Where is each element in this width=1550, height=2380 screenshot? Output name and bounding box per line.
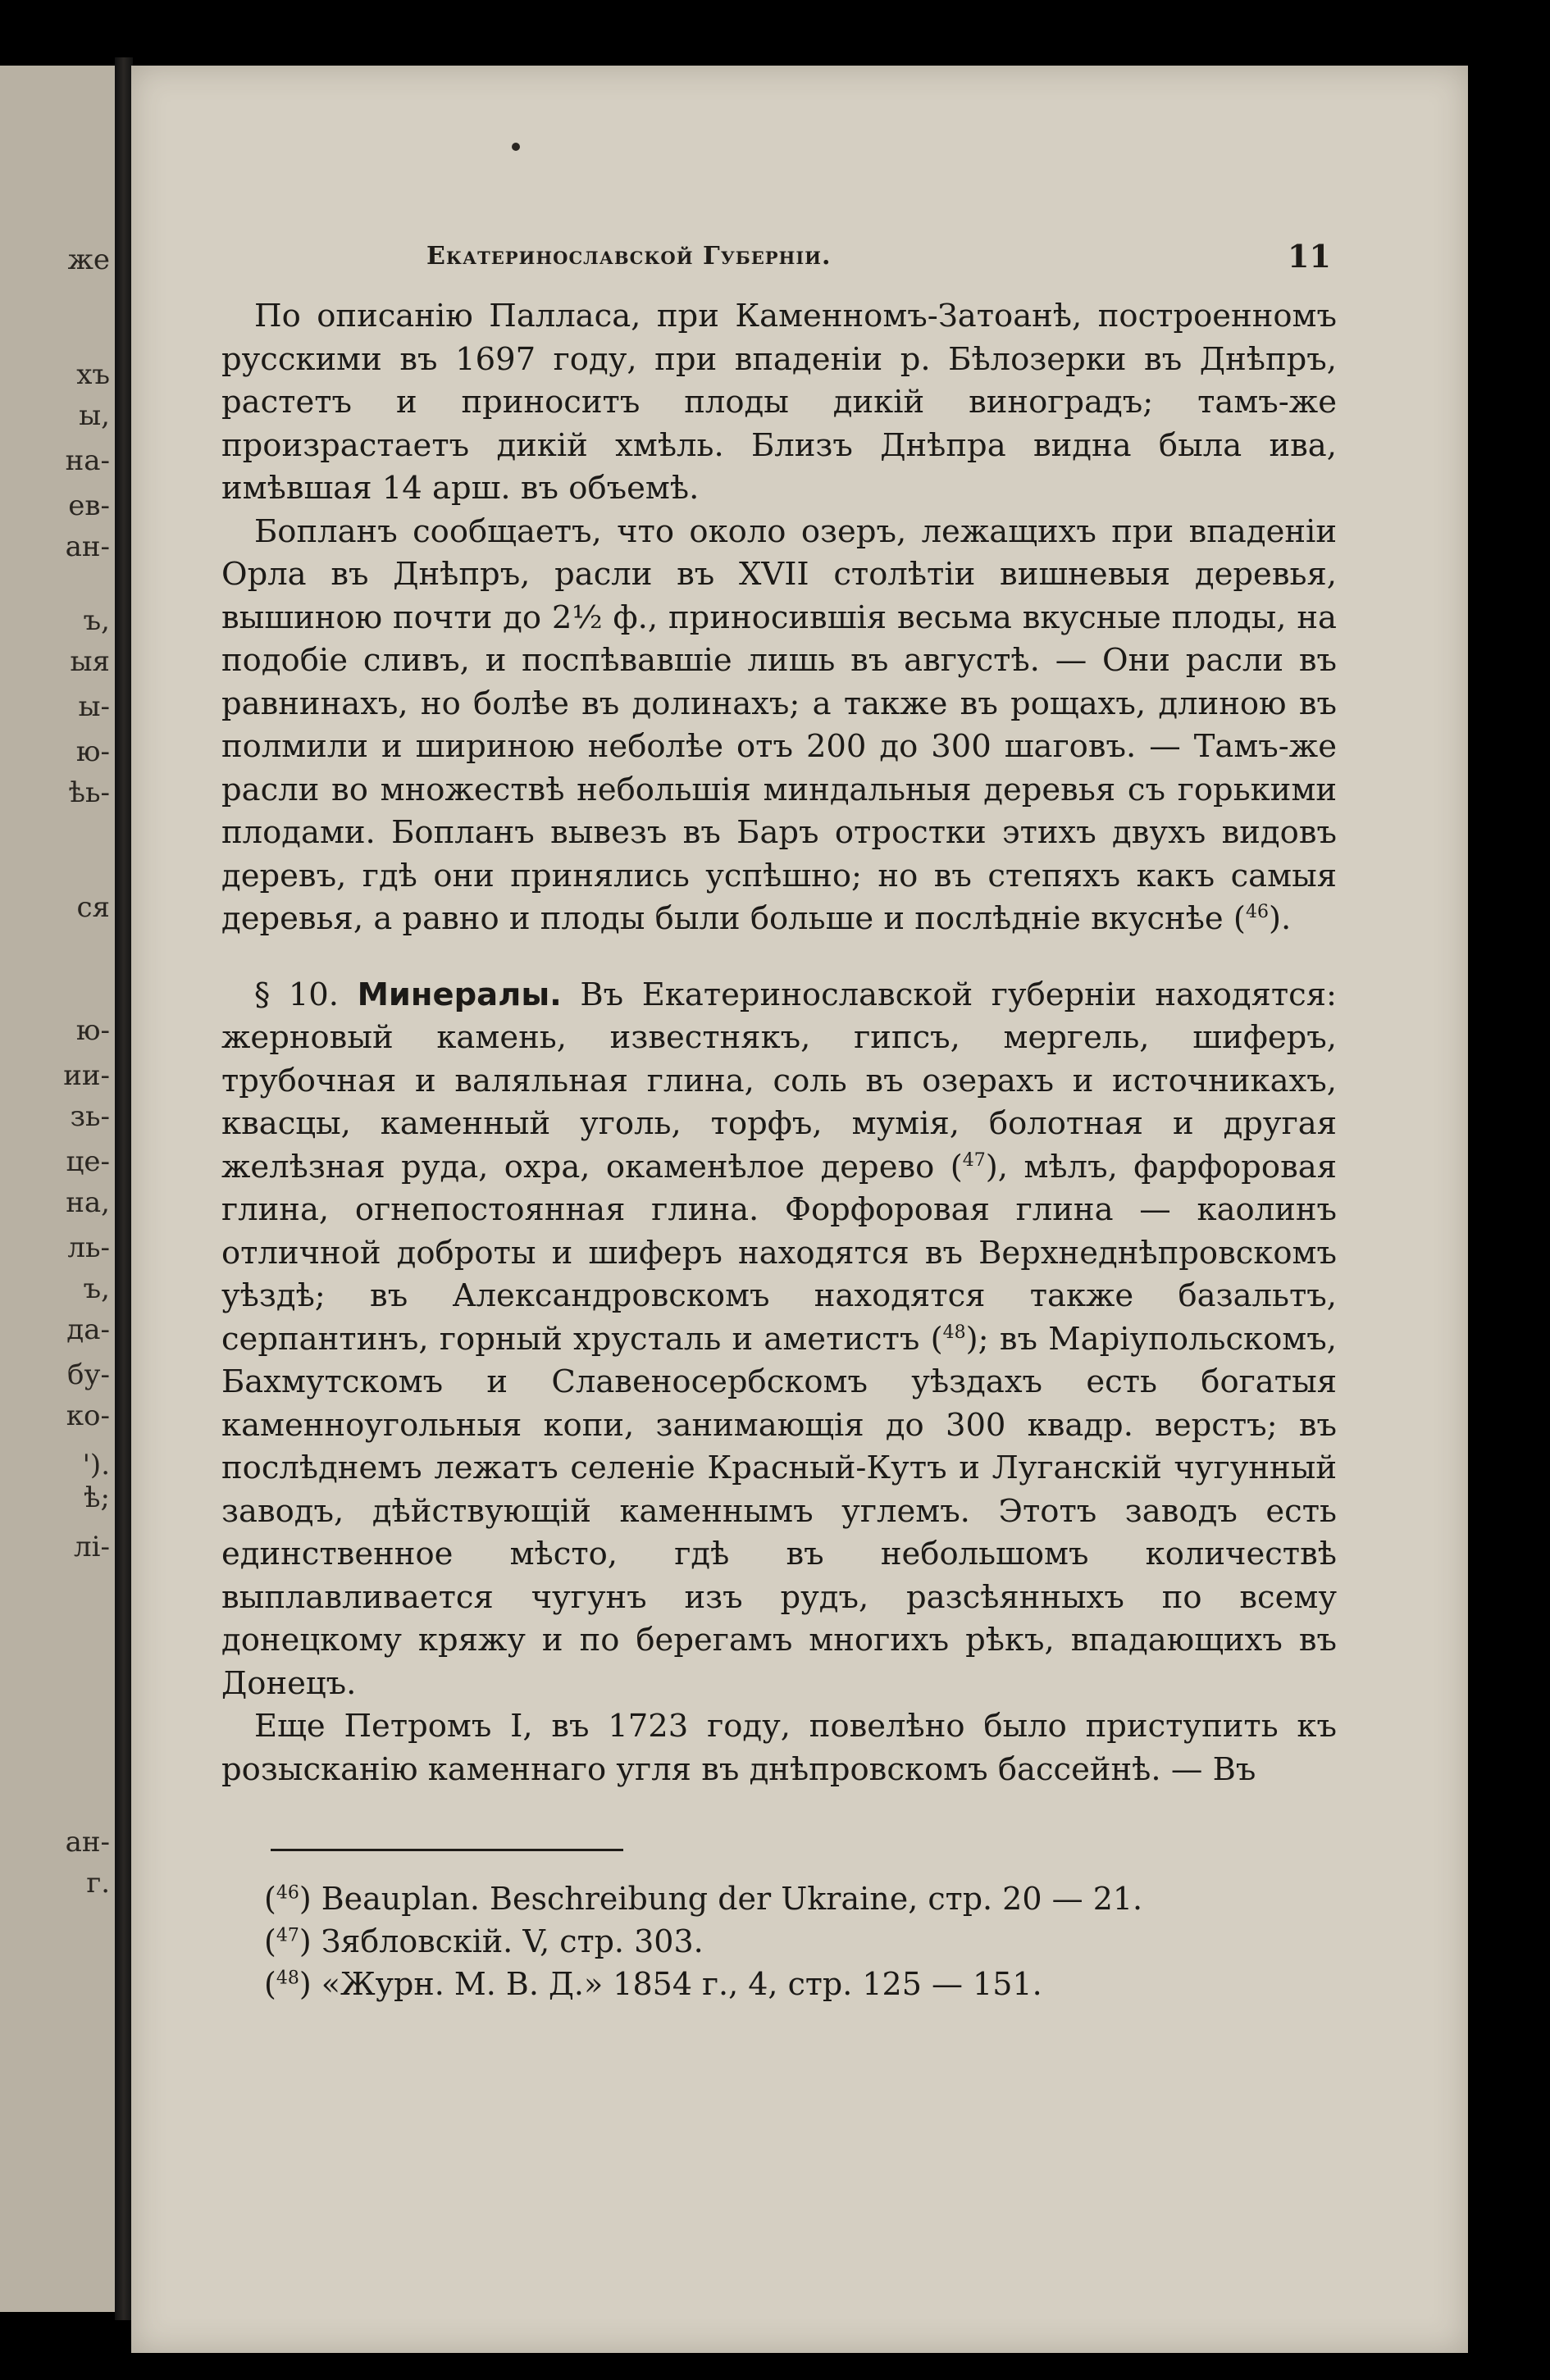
left-page-fragment: ко- bbox=[66, 1399, 110, 1432]
left-page-fragment: ѣ; bbox=[84, 1481, 110, 1514]
footnote-48: ($^{48}$) «Журн. М. В. Д.» 1854 г., 4, стр. 125 — 151. bbox=[264, 1966, 1042, 2002]
paragraph-3-text-a: Въ Екатеринославской губернiи находятся: жерновый камень, известнякъ, гипсъ, мергель, шиферъ, трубочная и валяльная глина, соль въ озерахъ и источникахъ, квасцы, каменный уголь, торфъ, мумiя, болотная и другая желѣзная руда, охра, окаменѣлое дерево ( bbox=[221, 976, 1337, 1185]
paragraph-2 bbox=[221, 511, 1337, 941]
footnote-46: ($^{46}$) Beauplan. Beschreibung der Ukraine, стр. 20 — 21. bbox=[264, 1881, 1143, 1917]
left-page-fragment: ю- bbox=[75, 1014, 110, 1047]
left-page-fragment: ю- bbox=[75, 735, 110, 768]
footnote-number: 48 bbox=[276, 1968, 299, 1989]
paragraph-3-text-b: ), мѣлъ, фарфоровая глина, огнепостоянная глина. Форфоровая глина — каолинъ отличной доброты и шиферъ находятся въ Верхнеднѣпровскомъ уѣздѣ; въ Александровскомъ находятся также базальтъ, серпантинъ, горный хрусталь и аметистъ ( bbox=[221, 1148, 1338, 1358]
paragraph-2-end: ). bbox=[1268, 900, 1292, 937]
left-page-fragment: ыя bbox=[70, 645, 110, 678]
left-page-fragment: ся bbox=[76, 891, 110, 924]
body-text bbox=[221, 295, 1337, 1791]
left-page-fragment: же bbox=[67, 243, 110, 276]
left-page-fragment: ии- bbox=[63, 1059, 110, 1092]
printer-dot bbox=[512, 143, 520, 151]
left-page-fragment: бу- bbox=[67, 1358, 110, 1391]
footnote-47: ($^{47}$) Зябловскiй. V, стр. 303. bbox=[264, 1923, 704, 1959]
paragraph-3 bbox=[221, 974, 1337, 1706]
left-page-fragment: ев- bbox=[68, 489, 110, 522]
running-head: Екатеринославской Губернiи. bbox=[426, 242, 832, 271]
footnote-number: 46 bbox=[276, 1882, 299, 1904]
left-page-fragment: ъ, bbox=[83, 604, 110, 637]
left-page-fragment: ы- bbox=[78, 690, 110, 723]
paragraph-1: По описанiю Палласа, при Каменномъ-Затоанѣ, построенномъ русскими въ 1697 году, при впаденiи р. Бѣлозерки въ Днѣпръ, растетъ и приноситъ плоды дикiй виноградъ; тамъ-же произрастаетъ дикiй хмѣль. Близъ Днѣпра видна была ива, имѣвшая 14 арш. въ объемѣ. bbox=[221, 298, 1337, 507]
paragraph-4: Еще Петромъ I, въ 1723 году, повелѣно было приступить къ розысканiю каменнаго угля въ днѣпровскомъ бассейнѣ. — Въ bbox=[221, 1708, 1337, 1788]
left-page-fragment: на- bbox=[65, 444, 110, 477]
footnote-ref-48[interactable]: 48 bbox=[942, 1322, 966, 1343]
left-page-fragment: ль- bbox=[67, 1231, 110, 1264]
paragraph-3-text-c: ); въ Марiупольскомъ, Бахмутскомъ и Славеносербскомъ уѣздахъ есть богатыя каменноугольныя копи, занимающiя до 300 квадр. верстъ; въ послѣднемъ лежатъ селенiе Красный-Кутъ и Луганскiй чугунный заводъ, дѣйствующiй каменнымъ углемъ. Этотъ заводъ есть единственное мѣсто, гдѣ въ небольшомъ количествѣ выплавливается чугунъ изъ рудъ, разсѣянныхъ по всему донецкому кряжу и по берегамъ многихъ рѣкъ, впадающихъ въ Донецъ. bbox=[221, 1320, 1337, 1702]
footnote-rule bbox=[271, 1849, 623, 1851]
left-page-fragment: лi- bbox=[74, 1531, 110, 1563]
left-page-fragment: це- bbox=[66, 1145, 110, 1178]
left-page-fragment: на, bbox=[66, 1186, 110, 1219]
left-page-fragment: да- bbox=[66, 1313, 110, 1346]
left-page-fragment: ан- bbox=[65, 1826, 110, 1859]
footnote-text: Beauplan. Beschreibung der Ukraine, стр. 20 — 21. bbox=[321, 1881, 1143, 1917]
book-gutter bbox=[115, 57, 133, 2320]
footnote-number: 47 bbox=[276, 1925, 299, 1946]
left-page-fragment: г. bbox=[86, 1867, 110, 1900]
left-page-fragment: ы, bbox=[79, 399, 110, 432]
left-page-fragment: зь- bbox=[70, 1100, 110, 1133]
left-page-fragment: хъ bbox=[76, 358, 110, 391]
paragraph-2-text: Бопланъ сообщаетъ, что около озеръ, лежащихъ при впаденiи Орла въ Днѣпръ, расли въ XVII столѣтiи вишневыя деревья, вышиною почти до 2½ ф., приносившiя весьма вкусные плоды, на подобiе сливъ, и поспѣвавшiе лишь въ августѣ. — Они расли въ равнинахъ, но болѣе въ долинахъ; а также въ рощахъ, длиною въ полмили и шириною неболѣе отъ 200 до 300 шаговъ. — Тамъ-же расли во множествѣ небольшiя миндальныя деревья съ горькими плодами. Бопланъ вывезъ въ Баръ отростки этихъ двухъ видовъ деревъ, гдѣ они принялись успѣшно; но въ степяхъ какъ самыя деревья, а равно и плоды были больше и послѣднiе вкуснѣе ( bbox=[221, 512, 1337, 937]
footnote-text: Зябловскiй. V, стр. 303. bbox=[321, 1923, 704, 1959]
footnote-text: «Журн. М. В. Д.» 1854 г., 4, стр. 125 — 151. bbox=[321, 1966, 1042, 2002]
left-page-fragment: ъ, bbox=[83, 1272, 110, 1305]
left-page-fragment: ан- bbox=[65, 530, 110, 563]
footnote-ref-47[interactable]: 47 bbox=[962, 1149, 986, 1171]
footnotes bbox=[264, 1877, 1248, 2005]
page-number: 11 bbox=[1288, 238, 1331, 275]
left-page-edge bbox=[0, 66, 115, 2312]
section-number: § 10. bbox=[254, 976, 340, 1013]
left-page-fragment: '). bbox=[82, 1449, 110, 1481]
footnote-ref-46[interactable]: 46 bbox=[1245, 902, 1269, 923]
section-heading: Минералы. bbox=[357, 976, 562, 1013]
left-page-fragment: ѣь- bbox=[68, 776, 110, 809]
